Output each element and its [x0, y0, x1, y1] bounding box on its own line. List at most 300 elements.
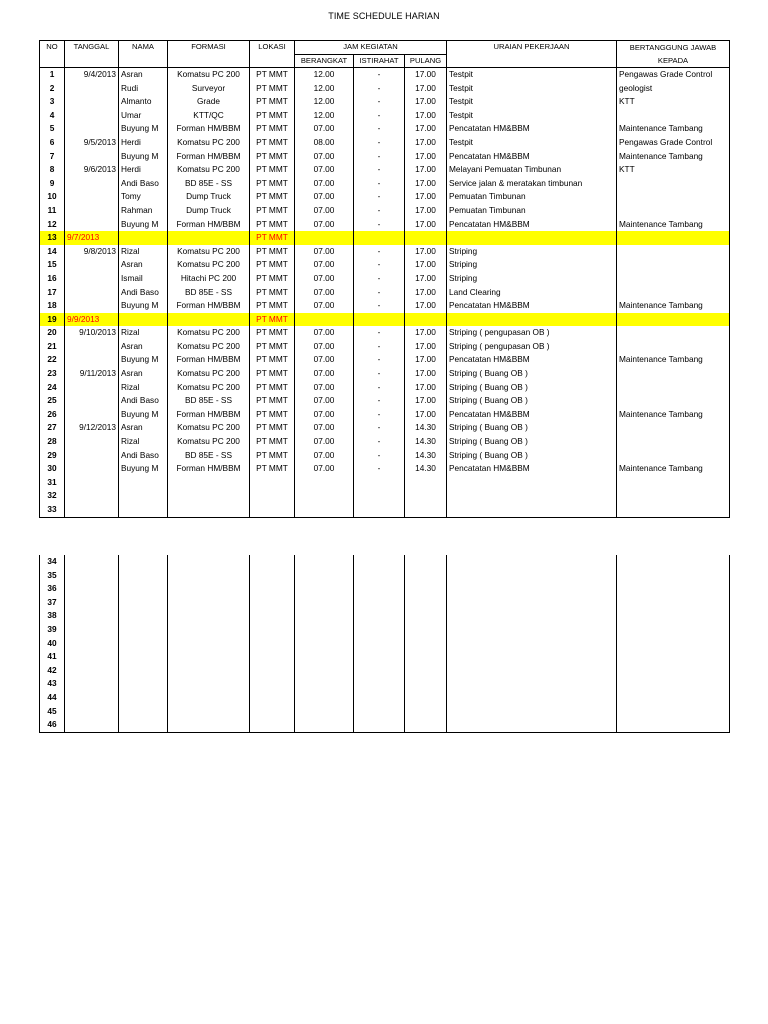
cell-uraian [447, 555, 617, 569]
cell-no: 2 [40, 82, 65, 96]
cell-uraian: Pencatatan HM&BBM [447, 218, 617, 232]
cell-bertanggung [617, 204, 730, 218]
cell-berangkat: 08.00 [295, 136, 354, 150]
cell-berangkat: 07.00 [295, 258, 354, 272]
cell-pulang: 17.00 [405, 353, 447, 367]
table-row [40, 503, 730, 517]
cell-pulang: 17.00 [405, 272, 447, 286]
cell-formasi: Komatsu PC 200 [168, 258, 250, 272]
cell-bertanggung [617, 609, 730, 623]
cell-istirahat: - [354, 408, 405, 422]
cell-formasi [168, 677, 250, 691]
cell-bertanggung [617, 258, 730, 272]
cell-tanggal [65, 435, 119, 449]
cell-istirahat: - [354, 421, 405, 435]
cell-lokasi [250, 489, 295, 503]
cell-lokasi: PT MMT [250, 245, 295, 259]
cell-nama: Buyung M [119, 218, 168, 232]
table-row [40, 637, 730, 651]
cell-bertanggung [617, 381, 730, 395]
cell-istirahat: - [354, 245, 405, 259]
cell-nama [119, 476, 168, 490]
cell-berangkat: 07.00 [295, 190, 354, 204]
cell-istirahat: - [354, 218, 405, 232]
cell-istirahat [354, 691, 405, 705]
table-row [40, 82, 730, 96]
cell-tanggal [65, 718, 119, 732]
cell-formasi [168, 582, 250, 596]
cell-formasi [168, 705, 250, 719]
cell-lokasi [250, 609, 295, 623]
cell-tanggal [65, 691, 119, 705]
cell-tanggal [65, 340, 119, 354]
cell-bertanggung [617, 326, 730, 340]
cell-pulang [405, 489, 447, 503]
cell-tanggal [65, 258, 119, 272]
table-row [40, 381, 730, 395]
cell-nama: Rizal [119, 326, 168, 340]
cell-lokasi: PT MMT [250, 190, 295, 204]
cell-formasi: Forman HM/BBM [168, 122, 250, 136]
cell-berangkat [295, 503, 354, 517]
cell-formasi: Komatsu PC 200 [168, 340, 250, 354]
cell-formasi: Dump Truck [168, 190, 250, 204]
cell-formasi: Komatsu PC 200 [168, 326, 250, 340]
cell-berangkat: 12.00 [295, 109, 354, 123]
cell-berangkat: 07.00 [295, 218, 354, 232]
cell-pulang [405, 623, 447, 637]
cell-formasi: Komatsu PC 200 [168, 245, 250, 259]
cell-pulang: 17.00 [405, 381, 447, 395]
cell-pulang: 17.00 [405, 299, 447, 313]
cell-bertanggung: Maintenance Tambang [617, 408, 730, 422]
cell-lokasi: PT MMT [250, 408, 295, 422]
cell-istirahat: - [354, 299, 405, 313]
cell-uraian [447, 637, 617, 651]
cell-berangkat [295, 705, 354, 719]
cell-pulang [405, 503, 447, 517]
cell-lokasi [250, 503, 295, 517]
cell-lokasi [250, 623, 295, 637]
cell-nama: Asran [119, 421, 168, 435]
table-row [40, 367, 730, 381]
cell-istirahat [354, 718, 405, 732]
cell-istirahat: - [354, 272, 405, 286]
cell-lokasi [250, 677, 295, 691]
cell-bertanggung: geologist [617, 82, 730, 96]
table-row [40, 609, 730, 623]
cell-istirahat [354, 677, 405, 691]
cell-nama [119, 718, 168, 732]
cell-nama [119, 609, 168, 623]
cell-pulang [405, 569, 447, 583]
cell-istirahat: - [354, 353, 405, 367]
cell-pulang: 14.30 [405, 421, 447, 435]
cell-formasi [168, 503, 250, 517]
table-row [40, 555, 730, 569]
cell-lokasi [250, 582, 295, 596]
cell-pulang: 17.00 [405, 150, 447, 164]
cell-no: 16 [40, 272, 65, 286]
cell-istirahat: - [354, 82, 405, 96]
cell-uraian [447, 596, 617, 610]
cell-no: 8 [40, 163, 65, 177]
cell-uraian: Striping ( Buang OB ) [447, 367, 617, 381]
cell-pulang [405, 596, 447, 610]
cell-istirahat: - [354, 394, 405, 408]
cell-bertanggung [617, 245, 730, 259]
table-row [40, 449, 730, 463]
cell-uraian [447, 691, 617, 705]
cell-uraian [447, 609, 617, 623]
cell-uraian [447, 677, 617, 691]
cell-bertanggung [617, 623, 730, 637]
cell-istirahat: - [354, 381, 405, 395]
cell-uraian [447, 313, 617, 327]
cell-berangkat: 07.00 [295, 394, 354, 408]
schedule-table-continued [39, 555, 730, 733]
table-row [40, 340, 730, 354]
cell-lokasi: PT MMT [250, 421, 295, 435]
cell-berangkat [295, 609, 354, 623]
cell-bertanggung [617, 286, 730, 300]
cell-tanggal [65, 190, 119, 204]
cell-berangkat [295, 596, 354, 610]
cell-berangkat: 07.00 [295, 449, 354, 463]
table-row [40, 177, 730, 191]
cell-nama [119, 582, 168, 596]
cell-formasi: Grade [168, 95, 250, 109]
cell-berangkat: 12.00 [295, 68, 354, 82]
cell-formasi [168, 623, 250, 637]
cell-berangkat: 07.00 [295, 272, 354, 286]
cell-bertanggung: Pengawas Grade Control [617, 68, 730, 82]
cell-istirahat [354, 555, 405, 569]
cell-no: 17 [40, 286, 65, 300]
cell-bertanggung [617, 313, 730, 327]
cell-lokasi: PT MMT [250, 286, 295, 300]
cell-lokasi: PT MMT [250, 122, 295, 136]
cell-tanggal [65, 582, 119, 596]
cell-uraian [447, 582, 617, 596]
cell-bertanggung [617, 177, 730, 191]
cell-berangkat [295, 664, 354, 678]
page-title: TIME SCHEDULE HARIAN [328, 11, 440, 21]
table-row [40, 718, 730, 732]
cell-tanggal [65, 381, 119, 395]
cell-lokasi: PT MMT [250, 68, 295, 82]
cell-bertanggung [617, 190, 730, 204]
cell-no: 23 [40, 367, 65, 381]
cell-lokasi: PT MMT [250, 394, 295, 408]
cell-berangkat [295, 650, 354, 664]
cell-istirahat [354, 503, 405, 517]
cell-berangkat [295, 569, 354, 583]
table-row [40, 150, 730, 164]
table-row [40, 204, 730, 218]
cell-tanggal [65, 596, 119, 610]
cell-nama: Herdi [119, 136, 168, 150]
cell-lokasi [250, 718, 295, 732]
cell-bertanggung [617, 435, 730, 449]
cell-no: 46 [40, 718, 65, 732]
cell-formasi: Forman HM/BBM [168, 150, 250, 164]
cell-berangkat: 07.00 [295, 122, 354, 136]
cell-bertanggung: Maintenance Tambang [617, 218, 730, 232]
cell-lokasi: PT MMT [250, 231, 295, 245]
cell-tanggal: 9/6/2013 [65, 163, 119, 177]
cell-nama: Rizal [119, 245, 168, 259]
cell-formasi: Komatsu PC 200 [168, 367, 250, 381]
cell-lokasi [250, 637, 295, 651]
cell-tanggal [65, 489, 119, 503]
cell-lokasi [250, 650, 295, 664]
cell-tanggal [65, 637, 119, 651]
cell-no: 26 [40, 408, 65, 422]
cell-uraian: Pencatatan HM&BBM [447, 408, 617, 422]
cell-nama: Asran [119, 68, 168, 82]
cell-bertanggung [617, 367, 730, 381]
cell-no: 1 [40, 68, 65, 82]
cell-nama: Almanto [119, 95, 168, 109]
cell-tanggal: 9/10/2013 [65, 326, 119, 340]
cell-nama [119, 664, 168, 678]
cell-no: 43 [40, 677, 65, 691]
cell-uraian: Testpit [447, 82, 617, 96]
cell-pulang [405, 664, 447, 678]
cell-no: 44 [40, 691, 65, 705]
cell-pulang: 17.00 [405, 190, 447, 204]
cell-uraian: Striping [447, 245, 617, 259]
cell-istirahat: - [354, 122, 405, 136]
cell-nama: Buyung M [119, 150, 168, 164]
cell-uraian: Land Clearing [447, 286, 617, 300]
cell-no: 41 [40, 650, 65, 664]
cell-berangkat: 07.00 [295, 353, 354, 367]
table-row [40, 353, 730, 367]
cell-formasi: Dump Truck [168, 204, 250, 218]
cell-formasi [168, 609, 250, 623]
cell-bertanggung [617, 582, 730, 596]
cell-lokasi: PT MMT [250, 95, 295, 109]
cell-formasi: KTT/QC [168, 109, 250, 123]
cell-berangkat [295, 718, 354, 732]
table-row [40, 394, 730, 408]
cell-no: 27 [40, 421, 65, 435]
cell-bertanggung [617, 650, 730, 664]
cell-nama: Asran [119, 367, 168, 381]
cell-lokasi: PT MMT [250, 462, 295, 476]
table-row [40, 231, 730, 245]
table-row [40, 408, 730, 422]
header-istirahat: ISTIRAHAT [354, 54, 405, 68]
table-row [40, 569, 730, 583]
cell-formasi [168, 664, 250, 678]
cell-no: 34 [40, 555, 65, 569]
table-row [40, 421, 730, 435]
cell-bertanggung [617, 637, 730, 651]
cell-nama [119, 623, 168, 637]
cell-no: 4 [40, 109, 65, 123]
cell-no: 21 [40, 340, 65, 354]
cell-formasi: Surveyor [168, 82, 250, 96]
cell-uraian: Pemuatan Timbunan [447, 204, 617, 218]
cell-tanggal [65, 623, 119, 637]
cell-nama [119, 503, 168, 517]
cell-pulang: 17.00 [405, 218, 447, 232]
cell-tanggal [65, 177, 119, 191]
cell-no: 36 [40, 582, 65, 596]
cell-berangkat [295, 313, 354, 327]
cell-istirahat [354, 637, 405, 651]
cell-bertanggung [617, 555, 730, 569]
cell-tanggal [65, 218, 119, 232]
cell-pulang: 14.30 [405, 462, 447, 476]
cell-no: 31 [40, 476, 65, 490]
table-row [40, 95, 730, 109]
cell-no: 6 [40, 136, 65, 150]
header-lokasi: LOKASI [250, 41, 295, 68]
cell-istirahat [354, 231, 405, 245]
cell-lokasi: PT MMT [250, 150, 295, 164]
cell-lokasi [250, 664, 295, 678]
cell-tanggal [65, 204, 119, 218]
cell-formasi: BD 85E - SS [168, 394, 250, 408]
cell-pulang: 17.00 [405, 245, 447, 259]
cell-istirahat: - [354, 190, 405, 204]
cell-nama: Buyung M [119, 462, 168, 476]
cell-formasi: BD 85E - SS [168, 177, 250, 191]
cell-lokasi: PT MMT [250, 109, 295, 123]
cell-uraian [447, 718, 617, 732]
cell-formasi: Hitachi PC 200 [168, 272, 250, 286]
cell-formasi [168, 476, 250, 490]
cell-istirahat [354, 313, 405, 327]
cell-formasi: Forman HM/BBM [168, 408, 250, 422]
cell-uraian: Striping ( Buang OB ) [447, 421, 617, 435]
cell-tanggal [65, 476, 119, 490]
cell-pulang: 17.00 [405, 95, 447, 109]
cell-pulang: 14.30 [405, 435, 447, 449]
cell-no: 5 [40, 122, 65, 136]
cell-pulang [405, 637, 447, 651]
cell-nama: Umar [119, 109, 168, 123]
cell-pulang [405, 677, 447, 691]
cell-berangkat: 07.00 [295, 299, 354, 313]
cell-tanggal [65, 408, 119, 422]
cell-nama: Buyung M [119, 299, 168, 313]
cell-bertanggung: KTT [617, 95, 730, 109]
cell-formasi: Forman HM/BBM [168, 299, 250, 313]
cell-uraian [447, 569, 617, 583]
cell-lokasi: PT MMT [250, 313, 295, 327]
table-row [40, 677, 730, 691]
cell-uraian: Pencatatan HM&BBM [447, 353, 617, 367]
cell-no: 42 [40, 664, 65, 678]
cell-uraian [447, 705, 617, 719]
cell-lokasi: PT MMT [250, 367, 295, 381]
cell-lokasi [250, 569, 295, 583]
cell-pulang [405, 555, 447, 569]
cell-nama [119, 555, 168, 569]
cell-lokasi: PT MMT [250, 381, 295, 395]
cell-berangkat: 07.00 [295, 286, 354, 300]
cell-bertanggung [617, 231, 730, 245]
cell-formasi: Komatsu PC 200 [168, 68, 250, 82]
cell-berangkat [295, 582, 354, 596]
cell-berangkat: 07.00 [295, 204, 354, 218]
cell-pulang: 17.00 [405, 326, 447, 340]
cell-berangkat: 07.00 [295, 326, 354, 340]
cell-pulang: 17.00 [405, 163, 447, 177]
cell-no: 14 [40, 245, 65, 259]
cell-no: 39 [40, 623, 65, 637]
cell-nama [119, 650, 168, 664]
cell-pulang: 17.00 [405, 82, 447, 96]
cell-nama: Rizal [119, 435, 168, 449]
cell-formasi: Komatsu PC 200 [168, 421, 250, 435]
cell-bertanggung: Maintenance Tambang [617, 353, 730, 367]
cell-istirahat [354, 582, 405, 596]
cell-nama: Andi Baso [119, 177, 168, 191]
cell-no: 25 [40, 394, 65, 408]
table-row [40, 691, 730, 705]
cell-no: 12 [40, 218, 65, 232]
cell-lokasi [250, 596, 295, 610]
cell-tanggal [65, 286, 119, 300]
table-row [40, 109, 730, 123]
cell-nama [119, 705, 168, 719]
cell-nama [119, 313, 168, 327]
cell-lokasi: PT MMT [250, 163, 295, 177]
cell-formasi: Komatsu PC 200 [168, 136, 250, 150]
cell-lokasi: PT MMT [250, 326, 295, 340]
cell-bertanggung: Maintenance Tambang [617, 299, 730, 313]
cell-berangkat [295, 623, 354, 637]
header-bertanggung: BERTANGGUNG JAWAB KEPADA [617, 41, 730, 68]
cell-pulang [405, 582, 447, 596]
cell-uraian: Pemuatan Timbunan [447, 190, 617, 204]
table-row [40, 163, 730, 177]
cell-istirahat: - [354, 163, 405, 177]
cell-berangkat: 07.00 [295, 163, 354, 177]
cell-nama: Rizal [119, 381, 168, 395]
cell-tanggal [65, 394, 119, 408]
cell-istirahat [354, 664, 405, 678]
cell-uraian [447, 623, 617, 637]
header-uraian: URAIAN PEKERJAAN [447, 41, 617, 68]
cell-bertanggung [617, 109, 730, 123]
cell-berangkat [295, 637, 354, 651]
table-row [40, 122, 730, 136]
cell-istirahat: - [354, 449, 405, 463]
cell-formasi [168, 489, 250, 503]
cell-tanggal [65, 449, 119, 463]
cell-formasi [168, 691, 250, 705]
cell-no: 15 [40, 258, 65, 272]
cell-lokasi [250, 555, 295, 569]
cell-uraian [447, 476, 617, 490]
cell-nama: Buyung M [119, 408, 168, 422]
cell-bertanggung: Pengawas Grade Control [617, 136, 730, 150]
cell-uraian [447, 503, 617, 517]
cell-istirahat: - [354, 150, 405, 164]
cell-berangkat: 07.00 [295, 245, 354, 259]
cell-uraian: Striping ( pengupasan OB ) [447, 340, 617, 354]
cell-uraian: Striping ( pengupasan OB ) [447, 326, 617, 340]
cell-no: 7 [40, 150, 65, 164]
cell-no: 24 [40, 381, 65, 395]
